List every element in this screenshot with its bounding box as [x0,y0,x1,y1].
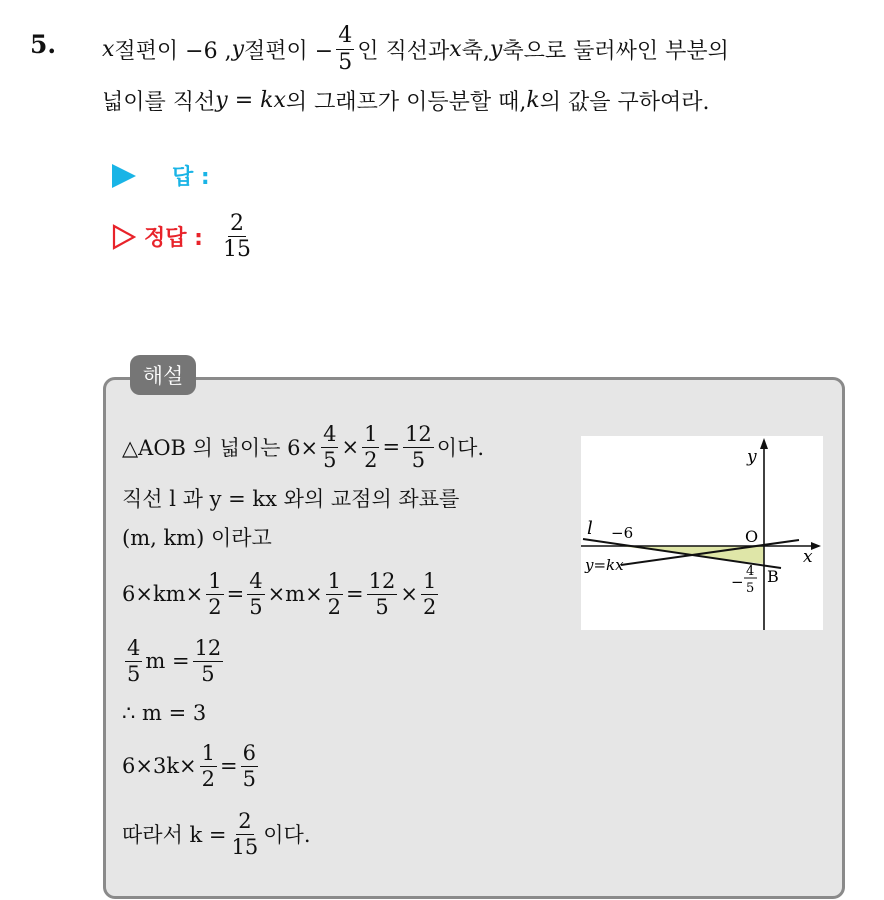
var-x: x [449,36,462,62]
text: 이다. [263,823,311,847]
numerator: 1 [327,569,342,594]
correct-answer-value [221,212,253,261]
fraction [367,570,398,617]
solution-graph [581,436,823,630]
b-label: B [767,567,779,586]
text: × [400,582,418,606]
question-number: 5. [30,30,57,59]
y-axis-label: y [747,447,757,467]
correct-answer-label: 정답 : [144,226,203,252]
numerator: 1 [201,741,216,766]
text: 절편이 − [244,38,334,64]
numerator: 6 [242,741,256,766]
numerator: 4 [127,636,141,661]
outline-arrow-icon [112,224,136,250]
line-l-label: l [587,518,593,539]
fraction [362,423,379,470]
fraction [206,570,223,617]
fraction [336,24,354,73]
fraction [230,810,261,857]
solution-line-2: 직선 l 과 y = kx 와의 교점의 좌표를 [122,487,460,511]
text: 의 값을 구하여라. [539,89,710,115]
solution-line-6: ∴ m = 3 [122,701,207,725]
fraction [241,742,258,789]
fraction [321,423,338,470]
denominator: 5 [242,766,256,791]
answer-label: 답 : [172,165,210,190]
numerator: 12 [405,422,432,447]
denominator: 15 [222,237,251,263]
numerator: 4 [323,422,337,447]
fraction [200,742,217,789]
fraction [193,637,224,684]
fraction [326,570,343,617]
var-y: y [231,36,245,62]
solution-line-1 [122,418,484,476]
text: = [382,435,401,459]
solution-line-8 [122,803,311,865]
frac-num: 4 [746,564,755,579]
y-axis-arrow-icon [760,438,768,449]
denominator: 5 [323,447,337,472]
text: △AOB 의 넓이는 6× [122,436,319,460]
question-line-1 [102,24,729,74]
numerator: 4 [249,569,263,594]
text: m = [145,649,190,673]
solution-line-3: (m, km) 이라고 [122,526,272,550]
text: = [220,754,238,778]
numerator: 1 [423,569,437,594]
text: 인 직선과 [357,38,450,64]
fraction [247,570,264,617]
denominator: 5 [249,594,263,619]
denominator: 2 [423,594,437,619]
answer-row [112,160,210,191]
text: 6×3k× [122,754,197,778]
text: 의 그래프가 이등분할 때, [285,89,527,115]
numerator: 12 [194,636,222,661]
origin-label: O [745,527,759,546]
text: 절편이 −6 , [114,38,232,64]
text: 축, [461,38,490,64]
denominator: 2 [327,594,342,619]
numerator: 12 [368,569,396,594]
denominator: 5 [338,49,353,75]
solution-line-7 [122,735,261,797]
denominator: 5 [127,661,141,686]
numerator: 2 [238,809,252,834]
text: 따라서 k = [122,823,227,847]
text: 이다. [436,436,485,460]
text: 넓이를 직선 [102,89,216,115]
text: ×m× [267,582,323,606]
neg6-label: −6 [611,524,634,542]
numerator: 4 [338,23,353,49]
line-y-kx [621,540,799,565]
var-k: k [526,87,540,113]
denominator: 2 [364,447,378,472]
solution-tag: 해설 [130,355,196,395]
numerator: 2 [229,211,244,236]
solution-line-5 [122,630,226,692]
minus-sign: − [731,573,744,591]
play-arrow-icon [112,164,136,188]
denominator: 5 [201,661,215,686]
question-line-2 [102,82,709,118]
solution-line-4 [122,563,441,625]
denominator: 15 [231,834,259,859]
numerator: 1 [208,569,222,594]
var-x: x [102,36,115,62]
denominator: 2 [201,766,216,791]
fraction [421,570,438,617]
text: 축으로 둘러싸인 부분의 [502,38,729,64]
x-axis-label: x [803,547,813,567]
ykx-label: y=kx [585,556,624,574]
fraction [403,423,434,470]
denominator: 2 [208,594,222,619]
text: × [341,435,360,459]
fraction [125,637,142,684]
frac-den: 5 [746,581,755,596]
denominator: 5 [375,594,389,619]
denominator: 5 [411,447,426,472]
numerator: 1 [364,422,378,447]
var-y: y [489,36,503,62]
correct-answer-row [112,212,256,261]
equation: y = kx [215,87,286,113]
text: 6×km× [122,582,204,606]
text: = [346,582,364,606]
text: = [226,582,245,606]
graph-svg [581,436,823,630]
